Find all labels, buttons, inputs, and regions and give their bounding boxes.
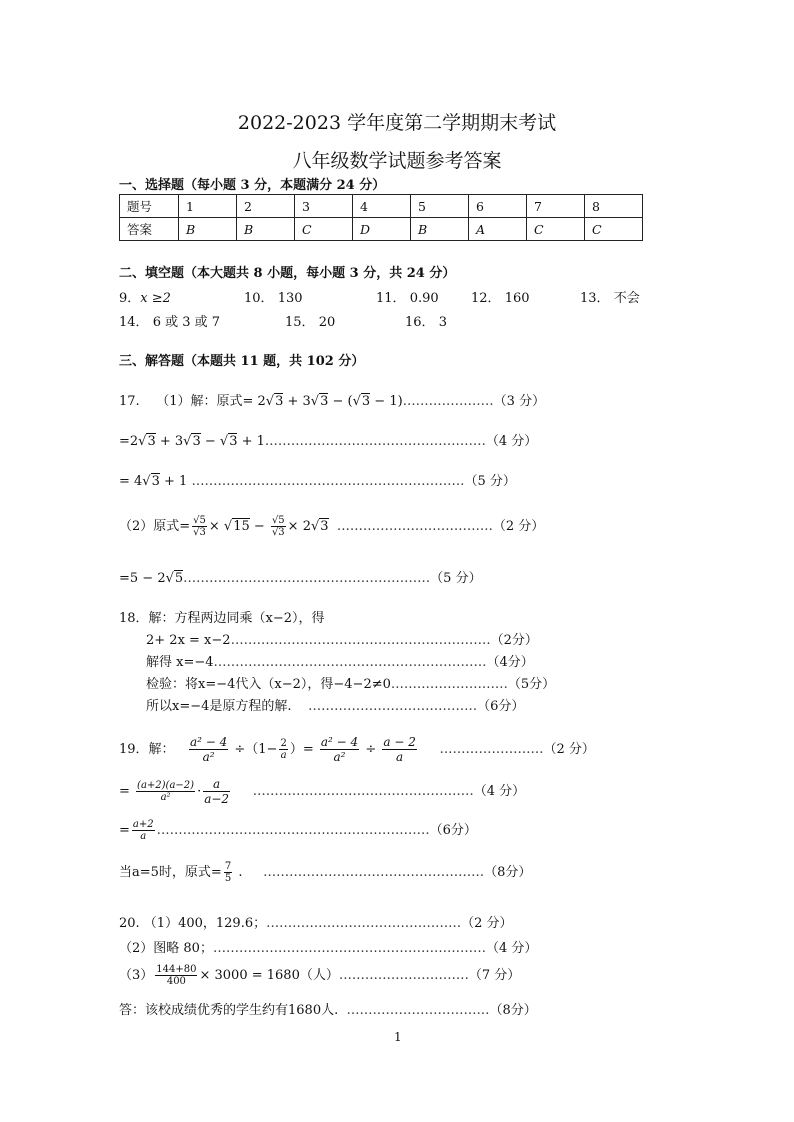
q20-line2: （2）图略 80；………………………………………………………（4 分）: [119, 941, 538, 956]
table-cell: C: [585, 218, 643, 241]
table-cell: 题号: [120, 195, 179, 218]
q20-line3: （3） $\frac{144+80}{400}$ × 3000 = 1680（人）…………………………（7 分）: [119, 964, 521, 987]
section3-heading: 三、解答题（本题共 11 题，共 102 分）: [119, 354, 365, 369]
fill-item-14: 14． 6 或 3 或 7: [119, 315, 221, 330]
q18-line1: 2+ 2x = x−2……………………………………………………（2分）: [146, 633, 538, 648]
fill-item-9: 9．x ≥2: [119, 291, 171, 306]
answer-table: [119, 194, 643, 241]
table-cell: 8: [585, 195, 643, 218]
page-number: 1: [394, 1030, 402, 1044]
fill-item-13: 13． 不会: [580, 291, 640, 306]
fill-item-12: 12． 160: [471, 291, 530, 306]
q19-line2: = $\frac{(a+2)(a-2)}{\text{a²}}$ · $\frac{a}{a-2}$ ……………………………………………（4 分）: [119, 777, 526, 806]
q17-line1: 17. （1）解：原式= 2√3 + 3√3 − (√3 − 1)…………………（3 分）: [119, 394, 546, 409]
table-cell: 4: [353, 195, 411, 218]
q18-line3: 检验：将x=−4代入（x−2），得−4−2≠0………………………（5分）: [146, 677, 556, 692]
table-row-numbers: [120, 195, 643, 218]
q20-line4: 答：该校成绩优秀的学生约有1680人. ……………………………（8分）: [119, 1003, 537, 1018]
table-cell: B: [179, 218, 237, 241]
section1-heading: 一、选择题（每小题 3 分，本题满分 24 分）: [119, 178, 386, 193]
doc-title: 2022-2023 学年度第二学期期末考试: [237, 112, 557, 134]
q18-line2: 解得 x=−4………………………………………………………（4分）: [146, 655, 534, 670]
table-cell: 6: [469, 195, 527, 218]
q18-line4: 所以x=−4是原方程的解. …………………………………（6分）: [146, 699, 525, 714]
table-cell: 1: [179, 195, 237, 218]
table-cell: 7: [527, 195, 585, 218]
table-cell: 3: [295, 195, 353, 218]
math-expression: =2√3 + 3√3 − √3 + 1: [119, 434, 265, 449]
q18-heading: 18．解：方程两边同乘（x−2），得: [119, 611, 325, 626]
q20-line1: 20. （1）400，129.6；………………………………………（2 分）: [119, 916, 513, 931]
table-cell: A: [469, 218, 527, 241]
table-cell: B: [237, 218, 295, 241]
doc-subtitle: 八年级数学试题参考答案: [292, 150, 502, 172]
q17-line3: = 4√3 + 1 ………………………………………………………（5 分）: [119, 474, 516, 489]
table-cell: 5: [411, 195, 469, 218]
fill-item-15: 15． 20: [285, 315, 336, 330]
q17-line4: （2）原式= $\frac{√5}{√3}$ × √15 − $\frac{√5}{√3}$ × 2√3 ………………………………（2 分）: [119, 515, 545, 538]
q19-line1: 19．解： $\frac{\text{a² − 4}}{\text{a²}}$ ÷（1− $\frac{2}{a}$ ）= $\frac{\text{a² − 4}}{\text{a²}}$ ÷ $\frac{a - 2}{a}$ ……………………（2 分）: [119, 735, 595, 764]
table-cell: C: [295, 218, 353, 241]
table-cell: 2: [237, 195, 295, 218]
table-cell: B: [411, 218, 469, 241]
fill-item-10: 10． 130: [244, 291, 303, 306]
math-expression: = 4√3 + 1: [119, 474, 192, 489]
q19-line4: 当a=5时，原式= $\frac{7}{5}$ . ……………………………………………（8分）: [119, 861, 532, 884]
table-cell: D: [353, 218, 411, 241]
q17-line2: =2√3 + 3√3 − √3 + 1……………………………………………（4 分）: [119, 434, 538, 449]
q19-line3: = $\frac{a+2}{a}$ ………………………………………………………（6分）: [119, 819, 477, 842]
math-expression: =5 − 2√5: [119, 571, 184, 586]
table-cell: 答案: [120, 218, 179, 241]
table-row-answers: [120, 218, 643, 241]
q17-line5: =5 − 2√5…………………………………………………（5 分）: [119, 571, 482, 586]
fill-item-11: 11． 0.90: [376, 291, 439, 306]
math-expression: 2√3 + 3√3 − (√3 − 1): [257, 394, 403, 409]
fill-item-16: 16． 3: [405, 315, 447, 330]
section2-heading: 二、填空题（本大题共 8 小题，每小题 3 分，共 24 分）: [119, 266, 456, 281]
table-cell: C: [527, 218, 585, 241]
